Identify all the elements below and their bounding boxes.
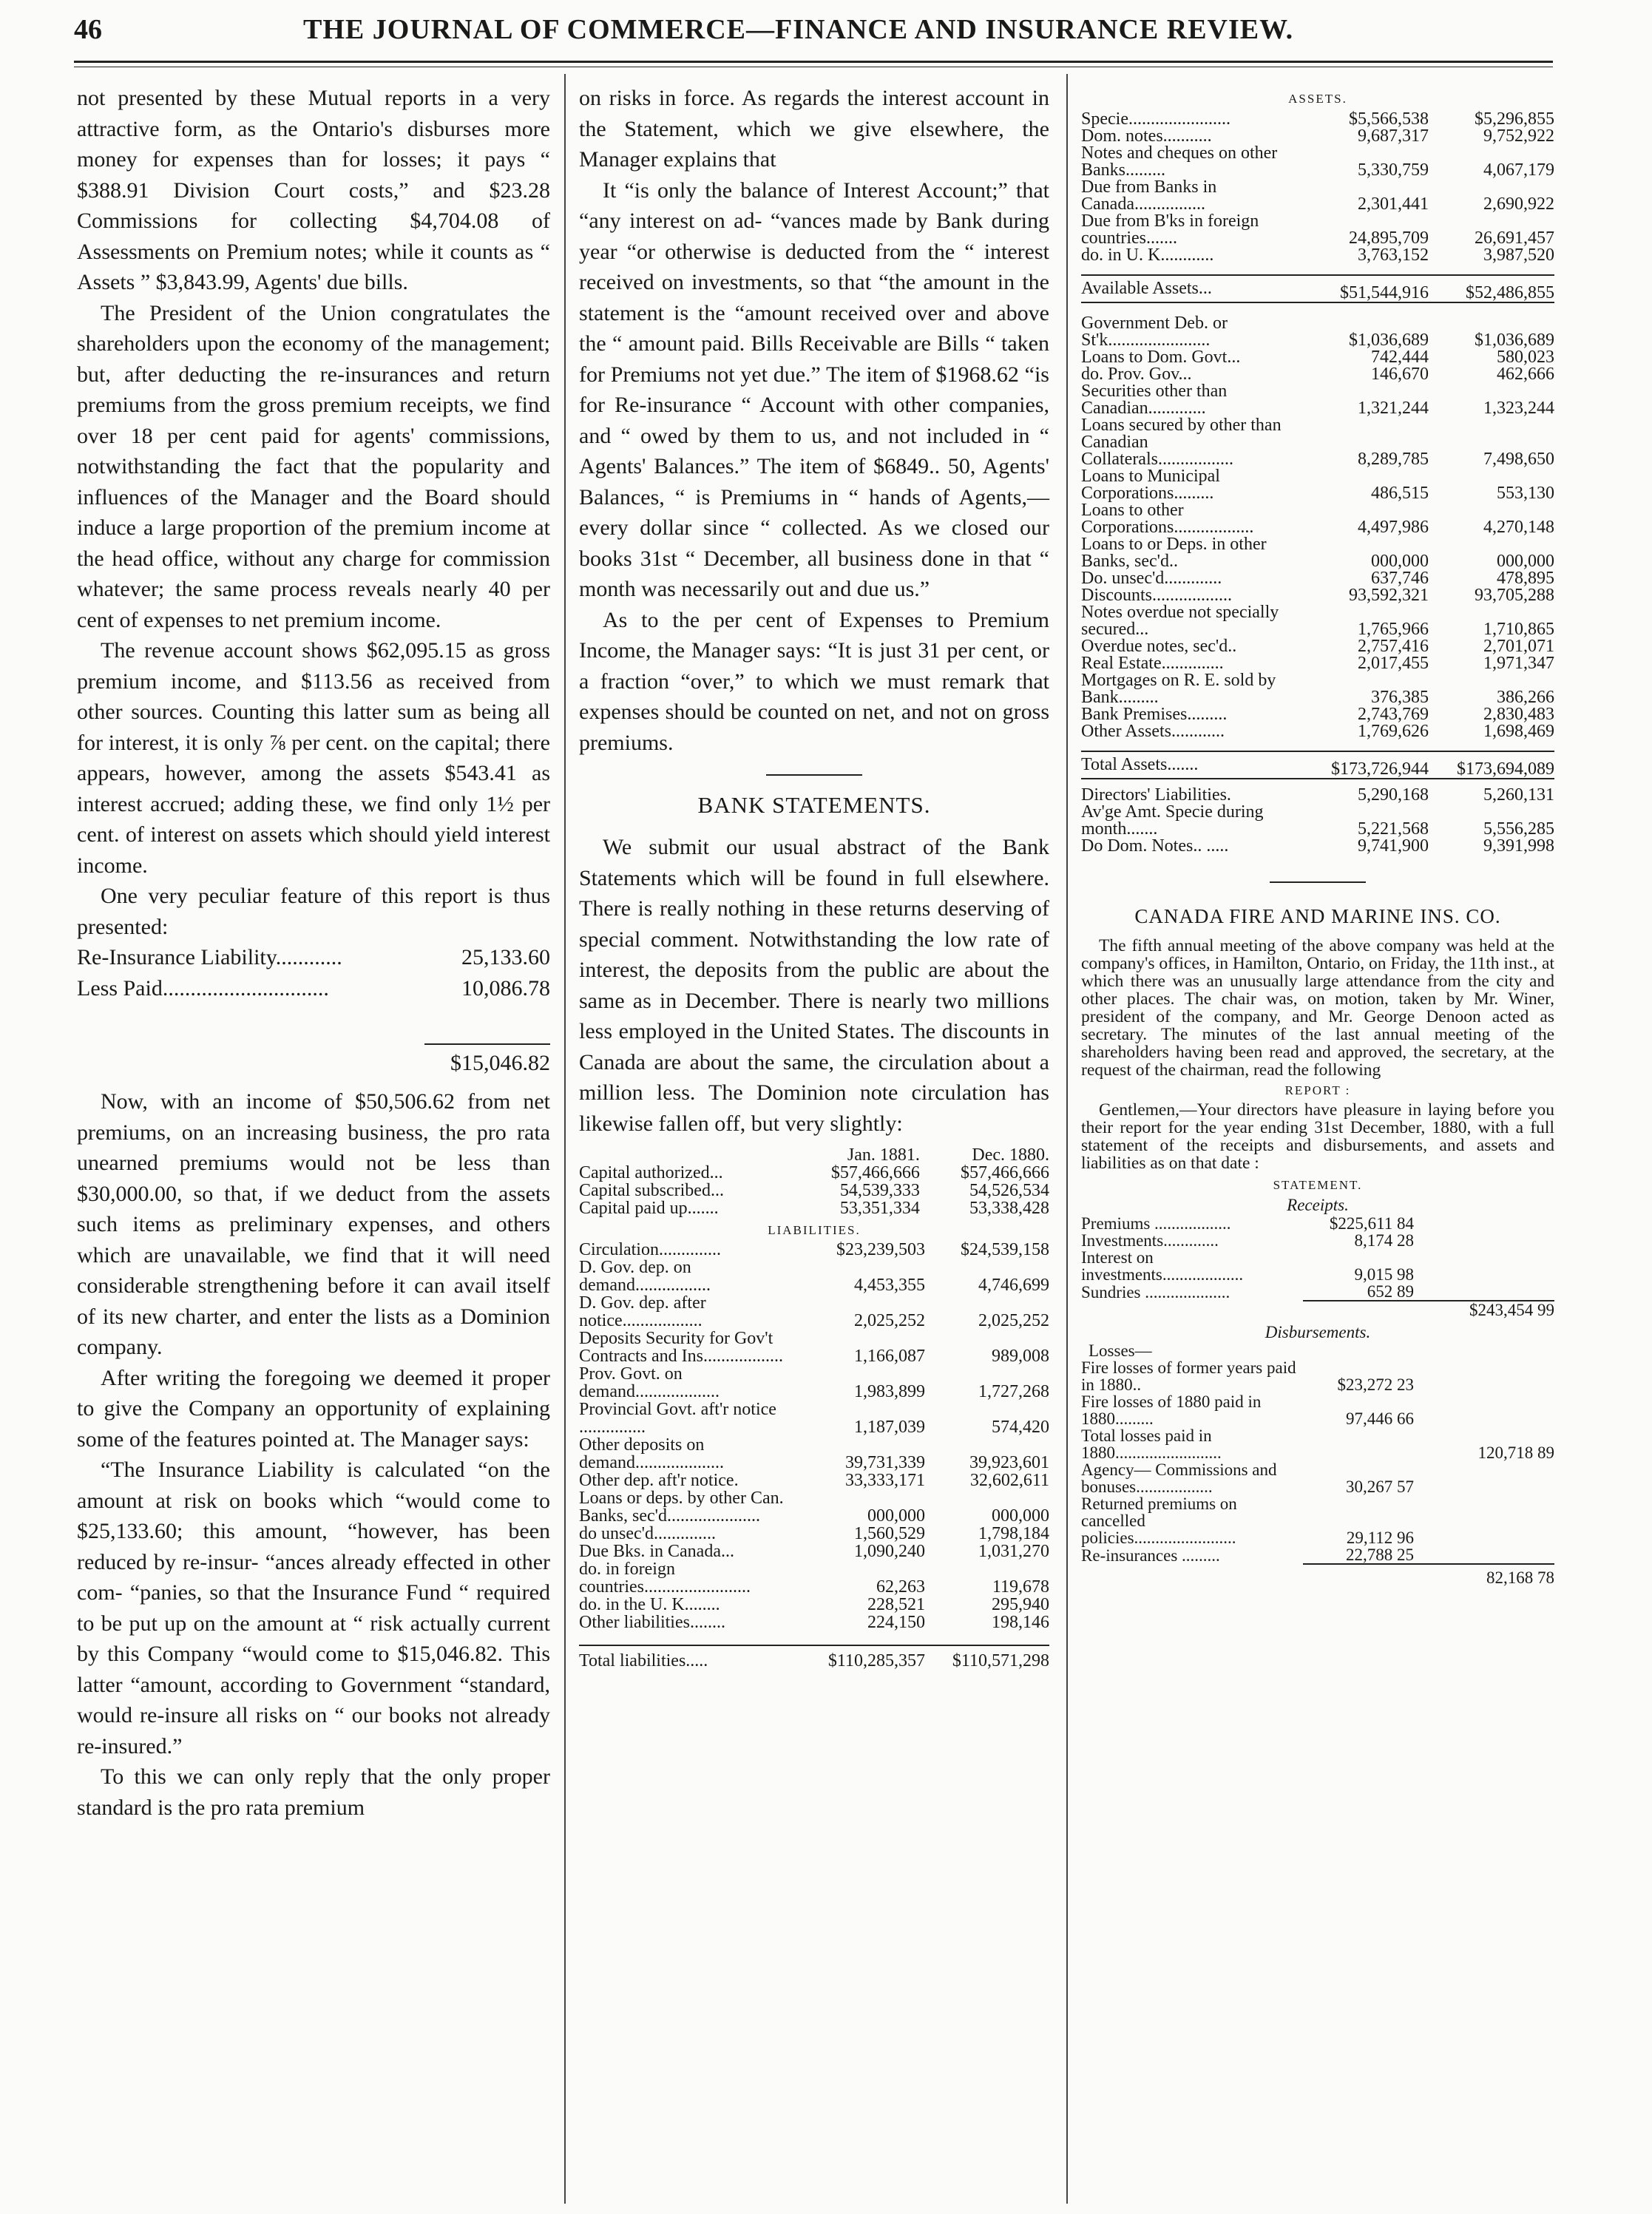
table-row	[579, 1560, 1049, 1596]
ledger-value: 10,086.78	[461, 975, 550, 1001]
row-label: Capital paid up.......	[579, 1199, 719, 1218]
value-jan-1881: $23,239,503	[836, 1240, 925, 1259]
article-quote: It “is only the balance of Interest Account;” that “any interest on ad- “vances made by Bank during year “or otherwise is deducted from the “ interest received on investments, so that “the amount in the statement is the “amount received over and above the “ amount paid. Bills Receivable are Bills “ taken for Premiums not yet due.” The item of $1968.62 “is for Re-insurance “ Account with other companies, and “ owed by them to us, and not included in “ Agents' Balances.” The item of $6849.. 50, Agents' Balances, “ is Premiums in “ hands of Agents,—every dollar since “ collected. As we closed our books 31st “ December, all business done in that “ month was necessarily out and due us.”	[579, 177, 1049, 601]
table-row	[1081, 366, 1554, 383]
value-dec-1880: 000,000	[992, 1506, 1049, 1526]
section-rule	[766, 774, 862, 776]
value-jan-1881: 39,731,339	[845, 1453, 925, 1472]
table-row	[579, 1259, 1049, 1294]
page-number: 46	[74, 14, 102, 45]
value-jan-1881: 9,687,317	[1358, 126, 1429, 146]
receipt-amount: 9,015 98	[1354, 1265, 1414, 1284]
value-dec-1880: 2,830,483	[1483, 705, 1554, 724]
bank-capital-table	[579, 1146, 1049, 1217]
value-dec-1880: 2,690,922	[1483, 194, 1554, 214]
value-jan-1881: 376,385	[1371, 688, 1429, 707]
value-jan-1881: 53,351,334	[839, 1199, 920, 1218]
row-label: Loans to Municipal Corporations.........	[1081, 467, 1220, 503]
value-dec-1880: 1,031,270	[978, 1542, 1049, 1561]
disbursement-total	[1414, 1461, 1554, 1495]
value-jan-1881: 1,769,626	[1358, 722, 1429, 741]
row-label: Av'ge Amt. Specie during month.......	[1081, 802, 1264, 839]
assets-table	[1081, 111, 1554, 264]
value-dec-1880: 119,678	[992, 1577, 1049, 1597]
table-row	[579, 1365, 1049, 1401]
row-label: Loans to other Corporations..................	[1081, 501, 1254, 537]
table-row	[1081, 1283, 1554, 1301]
row-label: do. in U. K............	[1081, 246, 1214, 265]
table-row	[1081, 179, 1554, 213]
table-header-row	[579, 1146, 1049, 1164]
row-label: Premiums ..................	[1081, 1214, 1231, 1233]
table-row	[1081, 838, 1554, 855]
value-jan-1881: 1,166,087	[854, 1347, 925, 1366]
table-row	[1081, 1393, 1554, 1427]
disbursements-table	[1081, 1359, 1554, 1586]
value-dec-1880: 4,270,148	[1483, 518, 1554, 537]
table-row	[579, 1596, 1049, 1614]
column-divider-2	[1066, 74, 1068, 2204]
article-paragraph: Gentlemen,—Your directors have pleasure in laying before you their report for the year ending 31st December, 1880, with a full statement of the receipts and disbursements, and assets and liabilities as on that date :	[1081, 1100, 1554, 1173]
section-heading-bank-statements: BANK STATEMENTS.	[697, 792, 931, 818]
ledger-total: $15,046.82	[450, 1051, 550, 1075]
row-label: Total losses paid in 1880.........................	[1081, 1426, 1222, 1462]
value-dec-1880: 53,338,428	[969, 1199, 1049, 1218]
header-rule	[74, 61, 1553, 63]
losses-label: Losses—	[1089, 1341, 1152, 1360]
column-divider-1	[564, 74, 566, 2204]
row-label: Fire losses of 1880 paid in 1880.........	[1081, 1392, 1262, 1428]
assets-table-2	[1081, 315, 1554, 740]
value-dec-1880: 1,323,244	[1483, 399, 1554, 418]
receipt-amount: 652 89	[1367, 1282, 1414, 1301]
table-row	[1081, 604, 1554, 638]
row-label: D. Gov. dep. on demand.................	[579, 1258, 711, 1295]
value-jan-1881: 2,757,416	[1358, 637, 1429, 656]
column-header: Dec. 1880.	[972, 1145, 1049, 1165]
value-dec-1880: 2,025,252	[978, 1311, 1049, 1330]
row-label: Loans to or Deps. in other Banks, sec'd..	[1081, 535, 1267, 571]
value-jan-1881: 228,521	[867, 1595, 925, 1614]
value-jan-1881: 5,290,168	[1358, 785, 1429, 805]
row-label: Discounts..................	[1081, 586, 1232, 605]
table-row	[579, 1614, 1049, 1631]
section-heading-canada-fire: CANADA FIRE AND MARINE INS. CO.	[1134, 905, 1501, 927]
table-row	[579, 1164, 1049, 1182]
column-3	[1081, 92, 1554, 1586]
total-row	[579, 1645, 1049, 1670]
article-paragraph: After writing the foregoing we deemed it proper to give the Company an opportunity of explaining some of the features pointed at. The Manager says:	[77, 1365, 550, 1452]
value-dec-1880: $1,036,689	[1475, 331, 1554, 350]
ledger-value: 25,133.60	[461, 945, 550, 969]
value-jan-1881: 8,289,785	[1358, 450, 1429, 469]
receipts-table	[1081, 1215, 1554, 1318]
value-dec-1880: 580,023	[1497, 348, 1554, 367]
disbursements-heading: Disbursements.	[1265, 1323, 1371, 1341]
page-header	[74, 13, 1553, 46]
table-row	[1081, 213, 1554, 247]
value-jan-1881: 9,741,900	[1358, 836, 1429, 856]
table-row	[579, 1489, 1049, 1525]
row-label: Government Deb. or St'k.......................	[1081, 314, 1228, 350]
table-row	[1081, 349, 1554, 366]
table-row	[579, 1401, 1049, 1436]
value-jan-1881: 62,263	[876, 1577, 925, 1597]
row-label: Re-insurances .........	[1081, 1546, 1220, 1565]
value-jan-1881: 24,895,709	[1349, 228, 1429, 248]
receipt-amount: $225,611 84	[1329, 1214, 1414, 1233]
value-jan-1881: 2,743,769	[1358, 705, 1429, 724]
table-row	[1081, 672, 1554, 706]
value-jan-1881: 742,444	[1371, 348, 1429, 367]
article-paragraph: not presented by these Mutual reports in a very attractive form, as the Ontario's disburses more money for expenses than for losses; it pays “ $388.91 Division Court costs,” and $23.28 Commissions for collecting $4,704.08 of Assessments on Premium notes; while it counts as “ Assets ” $3,843.99, Agents' due bills.	[77, 86, 550, 294]
row-label: Dom. notes...........	[1081, 126, 1212, 146]
table-row	[1081, 247, 1554, 264]
row-label: Do. unsec'd.............	[1081, 569, 1222, 588]
table-row	[579, 1472, 1049, 1489]
article-paragraph: The revenue account shows $62,095.15 as gross premium income, and $113.56 as received from other sources. Counting this latter sum as being all for interest, it is only ⅞ per cent. on the capital; there appears, however, among the assets $543.41 as interest accrued; adding these, we find only 1½ per cent. of interest on assets which should yield interest income.	[77, 638, 550, 878]
value-dec-1880: 462,666	[1497, 365, 1554, 384]
value-dec-1880: 5,556,285	[1483, 819, 1554, 839]
value-dec-1880: 54,526,534	[969, 1181, 1049, 1200]
value-dec-1880: 4,746,699	[978, 1276, 1049, 1295]
value-dec-1880: 32,602,611	[969, 1471, 1049, 1490]
report-heading: REPORT :	[1284, 1083, 1351, 1097]
value-dec-1880: $57,466,666	[961, 1163, 1049, 1182]
row-label: Due from B'ks in foreign countries.......	[1081, 211, 1259, 248]
table-row	[579, 1241, 1049, 1259]
row-label: Fire losses of former years paid in 1880..	[1081, 1358, 1296, 1394]
table-row	[1081, 1215, 1554, 1232]
receipt-amount: 8,174 28	[1354, 1231, 1414, 1250]
journal-title: THE JOURNAL OF COMMERCE—FINANCE AND INSURANCE REVIEW.	[303, 14, 1294, 45]
subtotal-row	[1081, 275, 1554, 302]
liabilities-table	[579, 1241, 1049, 1631]
row-label: Due Bks. in Canada...	[579, 1542, 734, 1561]
table-row	[1081, 383, 1554, 417]
receipts-total: $243,454 99	[1414, 1301, 1554, 1318]
table-row	[1081, 468, 1554, 502]
table-row	[579, 1294, 1049, 1330]
table-row	[1081, 638, 1554, 655]
value-dec-1880: $52,486,855	[1466, 283, 1554, 302]
row-label: do unsec'd..............	[579, 1524, 716, 1543]
value-dec-1880: 39,923,601	[969, 1453, 1049, 1472]
value-dec-1880: $24,539,158	[961, 1240, 1049, 1259]
row-label: Specie.......................	[1081, 109, 1230, 129]
assets-heading: ASSETS.	[1288, 92, 1347, 106]
value-jan-1881: 2,025,252	[854, 1311, 925, 1330]
total-liabilities-table	[579, 1645, 1049, 1670]
disbursement-amount	[1303, 1427, 1414, 1461]
table-row	[579, 1543, 1049, 1560]
value-jan-1881: 486,515	[1371, 484, 1429, 503]
value-dec-1880: 9,752,922	[1483, 126, 1554, 146]
value-dec-1880: 26,691,457	[1475, 228, 1554, 248]
value-dec-1880: 2,701,071	[1483, 637, 1554, 656]
article-paragraph: To this we can only reply that the only proper standard is the pro rata premium	[77, 1764, 550, 1820]
row-label: Total liabilities.....	[579, 1651, 708, 1670]
available-assets-table	[1081, 274, 1554, 303]
article-paragraph: on risks in force. As regards the interest account in the Statement, which we give elsewhere, the Manager explains that	[579, 86, 1049, 172]
value-jan-1881: $173,726,944	[1331, 759, 1429, 779]
table-row	[1081, 723, 1554, 740]
row-label: do. in foreign countries........................	[579, 1560, 751, 1597]
value-dec-1880: 7,498,650	[1483, 450, 1554, 469]
table-row	[1081, 804, 1554, 838]
row-label: Prov. Govt. on demand...................	[579, 1364, 720, 1401]
value-dec-1880: $110,571,298	[952, 1651, 1049, 1670]
value-jan-1881: $57,466,666	[830, 1163, 920, 1182]
table-row	[1081, 1546, 1554, 1564]
column-header: Jan. 1881.	[847, 1145, 920, 1165]
table-row	[579, 1182, 1049, 1199]
table-row	[1081, 417, 1554, 468]
value-jan-1881: 5,221,568	[1358, 819, 1429, 839]
value-dec-1880: $173,694,089	[1457, 759, 1554, 779]
row-label: Sundries ....................	[1081, 1283, 1230, 1301]
total-rule	[424, 1043, 550, 1045]
table-row	[1081, 1232, 1554, 1249]
value-jan-1881: 637,746	[1371, 569, 1429, 588]
value-dec-1880: 3,987,520	[1483, 246, 1554, 265]
table-row	[579, 1330, 1049, 1365]
row-label: Investments.............	[1081, 1231, 1219, 1250]
table-row	[1081, 502, 1554, 536]
value-jan-1881: 1,090,240	[854, 1542, 925, 1561]
row-label: Due from Banks in Canada................	[1081, 177, 1217, 214]
total-row	[1081, 1301, 1554, 1318]
disbursement-amount: 30,267 57	[1346, 1477, 1414, 1496]
table-row	[1081, 1249, 1554, 1283]
value-jan-1881: 4,497,986	[1358, 518, 1429, 537]
value-jan-1881: 146,670	[1371, 365, 1429, 384]
table-row	[1081, 1461, 1554, 1495]
value-jan-1881: 2,017,455	[1358, 654, 1429, 673]
table-row	[1081, 315, 1554, 349]
disbursement-total: 120,718 89	[1477, 1443, 1554, 1462]
value-dec-1880: $5,296,855	[1475, 109, 1554, 129]
value-jan-1881: $5,566,538	[1349, 109, 1429, 129]
row-label: do. in the U. K........	[579, 1595, 720, 1614]
assets-table-3	[1081, 787, 1554, 855]
column-2	[579, 83, 1049, 1670]
disbursements-total: 82,168 78	[1414, 1564, 1554, 1586]
table-row	[1081, 1495, 1554, 1546]
row-label: Other Assets............	[1081, 722, 1225, 741]
row-label: Available Assets...	[1081, 279, 1212, 298]
row-label: Other liabilities........	[579, 1613, 725, 1632]
table-row	[1081, 145, 1554, 179]
table-row	[1081, 111, 1554, 128]
table-row	[1081, 1427, 1554, 1461]
table-row	[1081, 587, 1554, 604]
disbursement-amount: $23,272 23	[1337, 1375, 1414, 1394]
column-1	[77, 83, 550, 1823]
disbursement-amount: 29,112 96	[1346, 1529, 1414, 1547]
value-jan-1881: 224,150	[867, 1613, 925, 1632]
disbursement-amount: 97,446 66	[1346, 1409, 1414, 1428]
value-jan-1881: 33,333,171	[845, 1471, 925, 1490]
table-row	[1081, 1359, 1554, 1393]
value-jan-1881: 3,763,152	[1358, 246, 1429, 265]
table-row	[1081, 128, 1554, 145]
value-dec-1880: 574,420	[992, 1418, 1049, 1437]
statement-heading: STATEMENT.	[1273, 1178, 1363, 1192]
value-dec-1880: 4,067,179	[1483, 160, 1554, 180]
row-label: Overdue notes, sec'd..	[1081, 637, 1237, 656]
value-dec-1880: 000,000	[1497, 552, 1554, 571]
ledger-label: Less Paid..............................	[77, 975, 329, 1001]
value-dec-1880: 989,008	[992, 1347, 1049, 1366]
value-jan-1881: 1,560,529	[854, 1524, 925, 1543]
ledger-total-block	[77, 1026, 550, 1076]
ledger-label: Re-Insurance Liability............	[77, 945, 342, 969]
row-label: Bank Premises.........	[1081, 705, 1228, 724]
row-label: Loans secured by other than Canadian Collaterals.................	[1081, 416, 1282, 469]
row-label: Capital authorized...	[579, 1163, 723, 1182]
row-label: do. Prov. Gov...	[1081, 365, 1192, 384]
row-label: Real Estate..............	[1081, 654, 1224, 673]
row-label: Other dep. aft'r notice.	[579, 1471, 739, 1490]
value-jan-1881: $1,036,689	[1349, 331, 1429, 350]
value-jan-1881: 000,000	[867, 1506, 925, 1526]
disbursement-total	[1414, 1495, 1554, 1546]
article-paragraph: As to the per cent of Expenses to Premium Income, the Manager says: “It is just 31 per cent, or a fraction “over,” to which we must remark that expenses should be counted on net, and not on gross premiums.	[579, 607, 1049, 755]
row-label: Loans to Dom. Govt...	[1081, 348, 1241, 367]
value-jan-1881: 93,592,321	[1349, 586, 1429, 605]
ledger-row	[77, 973, 550, 1004]
disbursement-total	[1414, 1359, 1554, 1393]
value-dec-1880: 553,130	[1497, 484, 1554, 503]
row-label: Capital subscribed...	[579, 1181, 724, 1200]
row-label: D. Gov. dep. after notice..................	[579, 1293, 706, 1330]
article-quote: “The Insurance Liability is calculated “on the amount at risk on books which “would come to $25,133.60; this amount, “however, has been reduced by re-insur- “ances already effected in other com- “panies, so that the Insurance Fund “ required to be put up on the amount at “ risk actually current by this Company “would come to $15,046.82. This latter “amount, according to Government “standard, would re-insure all risks on “ our books not already re-insured.”	[77, 1458, 550, 1758]
value-jan-1881: 1,983,899	[854, 1382, 925, 1401]
row-label: Other deposits on demand....................	[579, 1435, 724, 1472]
section-rule	[1270, 881, 1366, 883]
table-row	[1081, 706, 1554, 723]
liabilities-heading: LIABILITIES.	[768, 1223, 861, 1237]
value-dec-1880: 478,895	[1497, 569, 1554, 588]
value-jan-1881: 5,330,759	[1358, 160, 1429, 180]
value-jan-1881: 1,321,244	[1358, 399, 1429, 418]
table-row	[579, 1525, 1049, 1543]
value-dec-1880: 1,727,268	[978, 1382, 1049, 1401]
value-dec-1880: 198,146	[992, 1613, 1049, 1632]
value-jan-1881: 1,765,966	[1358, 620, 1429, 639]
table-row	[579, 1199, 1049, 1217]
total-row	[1081, 1564, 1554, 1586]
value-jan-1881: 000,000	[1371, 552, 1429, 571]
row-label: Do Dom. Notes.. .....	[1081, 836, 1229, 856]
value-dec-1880: 5,260,131	[1483, 785, 1554, 805]
receipts-heading: Receipts.	[1287, 1196, 1349, 1214]
row-label: Notes overdue not specially secured...	[1081, 603, 1279, 639]
article-paragraph: The fifth annual meeting of the above company was held at the company's offices, in Hamilton, Ontario, on Friday, the 11th inst., at which there was an unusually large attendance from the city and other places. The chair was, on motion, taken by Mr. Winer, president of the company, and Mr. George Denoon acted as secretary. The minutes of the last annual meeting of the shareholders having been read and approved, the secretary, at the request of the chairman, read the following	[1081, 936, 1554, 1080]
value-jan-1881: 4,453,355	[854, 1276, 925, 1295]
value-dec-1880: 1,971,347	[1483, 654, 1554, 673]
table-row	[579, 1436, 1049, 1472]
row-label: Mortgages on R. E. sold by Bank.........	[1081, 671, 1276, 707]
value-jan-1881: $51,544,916	[1340, 283, 1429, 302]
row-label: Notes and cheques on other Banks.........	[1081, 143, 1278, 180]
ledger-row	[77, 942, 550, 973]
article-paragraph: The President of the Union congratulates the shareholders upon the economy of the management; but, after deducting the re-insurances and return premiums from the gross premium receipts, we find over 18 per cent paid for agents' commissions, notwithstanding the fact that the popularity and influences of the Manager and the Board should induce a large proportion of the premium income at the head office, without any charge for commission whatever; the same process reveals nearly 40 per cent of expenses to net premium income.	[77, 300, 550, 632]
value-dec-1880: 9,391,998	[1483, 836, 1554, 856]
value-jan-1881: 1,187,039	[854, 1418, 925, 1437]
row-label: Agency— Commissions and bonuses..................	[1081, 1460, 1277, 1496]
disbursement-amount: 22,788 25	[1346, 1546, 1414, 1564]
row-label: Loans or deps. by other Can. Banks, sec'd.....................	[579, 1489, 784, 1526]
value-dec-1880: 1,798,184	[978, 1524, 1049, 1543]
row-label: Directors' Liabilities.	[1081, 785, 1231, 805]
reinsurance-ledger	[77, 942, 550, 1003]
value-dec-1880: 295,940	[992, 1595, 1049, 1614]
row-label: Circulation..............	[579, 1240, 721, 1259]
row-label: Returned premiums on cancelled policies........................	[1081, 1494, 1237, 1547]
value-dec-1880: 386,266	[1497, 688, 1554, 707]
value-dec-1880: 1,698,469	[1483, 722, 1554, 741]
table-row	[1081, 787, 1554, 804]
value-dec-1880: 1,710,865	[1483, 620, 1554, 639]
row-label: Provincial Govt. aft'r notice ...............	[579, 1400, 776, 1437]
row-label: Securities other than Canadian.............	[1081, 382, 1228, 418]
value-jan-1881: 2,301,441	[1358, 194, 1429, 214]
table-row	[1081, 655, 1554, 672]
table-row	[1081, 570, 1554, 587]
row-label: Deposits Security for Gov't Contracts and Ins..................	[579, 1329, 783, 1366]
disbursement-total	[1414, 1546, 1554, 1564]
value-jan-1881: 54,539,333	[839, 1181, 920, 1200]
article-paragraph: One very peculiar feature of this report is thus presented:	[77, 884, 550, 939]
row-label: Total Assets.......	[1081, 755, 1199, 774]
table-row	[1081, 536, 1554, 570]
value-jan-1881: $110,285,357	[827, 1651, 925, 1670]
article-paragraph: We submit our usual abstract of the Bank Statements which will be found in full elsewhere. There is really nothing in these returns deserving of special comment. Notwithstanding the low rate of interest, the deposits from the public are about the same as in December. There is nearly two millions less employed in the United States. The discounts in Canada are about the same, the circulation about a million less. The Dominion note circulation has likewise fallen off, but very slightly:	[579, 835, 1049, 1136]
total-assets-table	[1081, 751, 1554, 779]
disbursement-total	[1414, 1393, 1554, 1427]
row-label: Interest on investments...................	[1081, 1248, 1244, 1284]
total-row	[1081, 751, 1554, 779]
article-paragraph: Now, with an income of $50,506.62 from net premiums, on an increasing business, the pro rata unearned premiums would not be less than $30,000.00, so that, if we deduct from the assets such items as preliminary expenses, and others which are unavailable, we find that it will need considerable strengthening before it can avail itself of its new charter, and enter the lists as a Dominion company.	[77, 1089, 550, 1359]
value-dec-1880: 93,705,288	[1475, 586, 1554, 605]
